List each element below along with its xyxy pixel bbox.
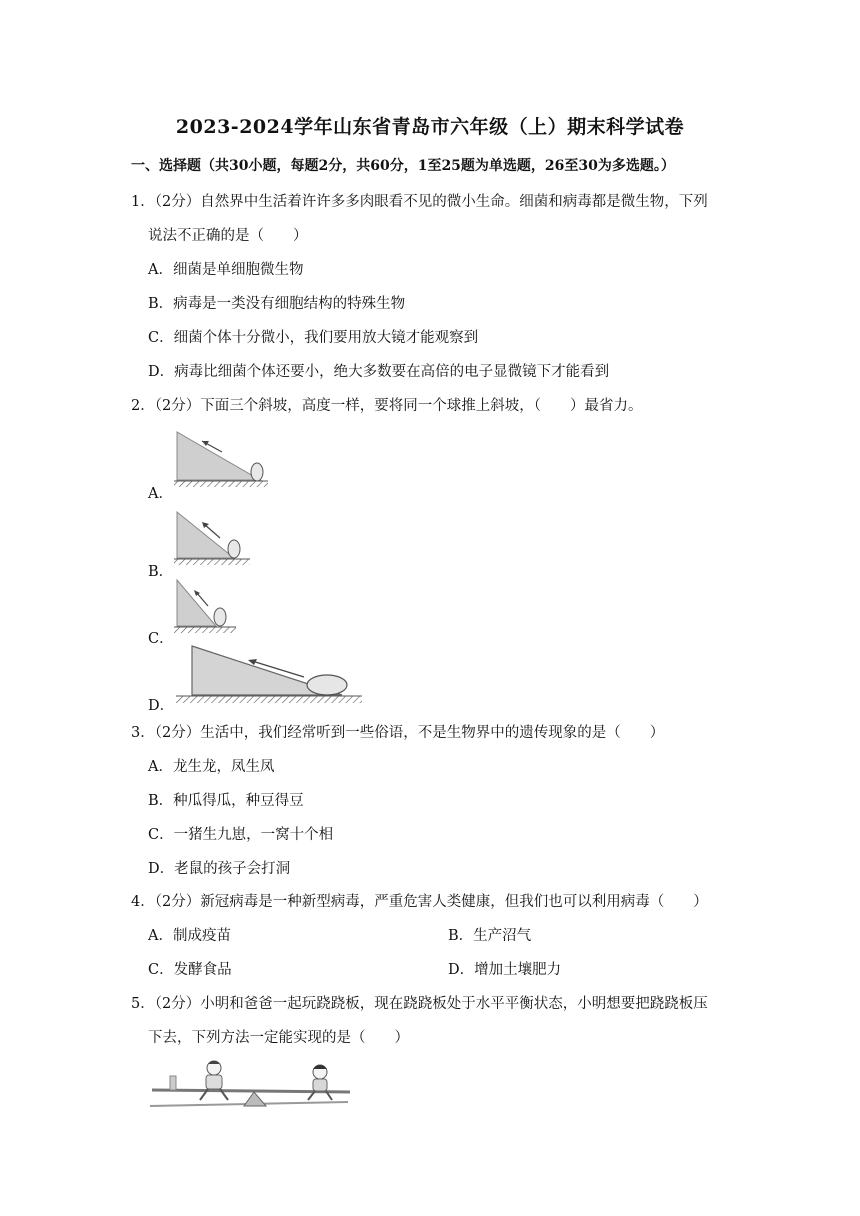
question-3-option-c: C．一猪生九崽，一窝十个相 (148, 827, 334, 843)
question-4-option-d: D．增加土壤肥力 (448, 962, 562, 978)
question-4-option-c: C．发酵食品 (148, 962, 232, 978)
question-1-option-a: A．细菌是单细胞微生物 (148, 262, 304, 278)
question-3-option-b: B．种瓜得瓜，种豆得豆 (148, 793, 304, 809)
question-2-option-b: B． (148, 564, 174, 580)
question-2-option-c: C． (148, 631, 174, 647)
section-heading: 一、选择题（共30小题，每题2分，共60分，1至25题为单选题，26至30为多选题。） (131, 158, 675, 174)
question-1-option-b: B．病毒是一类没有细胞结构的特殊生物 (148, 296, 406, 312)
question-2-option-a: A． (148, 486, 173, 502)
question-1-text-cont: 说法不正确的是（ ） (148, 228, 308, 244)
slope-figure-c (172, 578, 242, 634)
seesaw-figure (148, 1056, 353, 1114)
question-4-option-a: A．制成疫苗 (148, 928, 231, 944)
question-4-text: 4．（2分）新冠病毒是一种新型病毒，严重危害人类健康，但我们也可以利用病毒（ ） (131, 894, 708, 910)
slope-figure-a (172, 430, 272, 490)
question-3-option-d: D．老鼠的孩子会打洞 (148, 861, 291, 877)
question-1-option-c: C．细菌个体十分微小，我们要用放大镜才能观察到 (148, 330, 479, 346)
question-2-option-d: D． (148, 698, 175, 714)
question-5-text-cont: 下去，下列方法一定能实现的是（ ） (148, 1030, 409, 1046)
question-5-text: 5．（2分）小明和爸爸一起玩跷跷板，现在跷跷板处于水平平衡状态，小明想要把跷跷板压 (131, 996, 708, 1012)
slope-figure-d (172, 643, 364, 705)
question-3-text: 3．（2分）生活中，我们经常听到一些俗语，不是生物界中的遗传现象的是（ ） (131, 725, 665, 741)
question-1-option-d: D．病毒比细菌个体还要小，绝大多数要在高倍的电子显微镜下才能看到 (148, 364, 610, 380)
question-1-text: 1．（2分）自然界中生活着许许多多肉眼看不见的微小生命。细菌和病毒都是微生物，下列 (131, 194, 708, 210)
slope-figure-b (172, 508, 252, 566)
page-title: 2023-2024学年山东省青岛市六年级（上）期末科学试卷 (175, 116, 685, 138)
question-2-text: 2．（2分）下面三个斜坡，高度一样，要将同一个球推上斜坡，（ ）最省力。 (131, 398, 643, 414)
question-4-option-b: B．生产沼气 (448, 928, 532, 944)
question-3-option-a: A．龙生龙，凤生凤 (148, 759, 275, 775)
